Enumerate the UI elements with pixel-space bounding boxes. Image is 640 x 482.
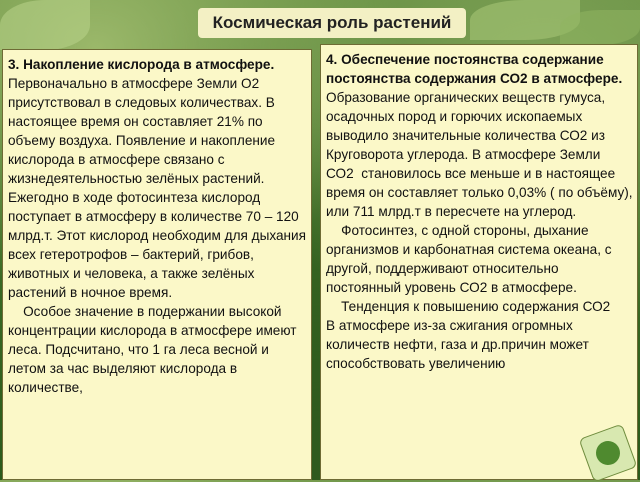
slide-title-box (198, 8, 466, 38)
left-panel (2, 49, 312, 480)
left-panel-paragraph: Первоначально в атмосфере Земли О2 присутствовал в следовых количествах. В настоящее время он составляет 21% по объему воздуха. Появление и накопление кислорода в атмосфере связано с жизнедеятельностью зелёных растений. (8, 76, 276, 186)
right-panel (320, 44, 638, 480)
logo-circle-icon (593, 438, 624, 469)
right-panel-heading: 4. Обеспечение постоянства содержание постоянства содержания СО2 в атмосфере. (326, 52, 623, 86)
right-panel-paragraph: Образование органических веществ гумуса, осадочных пород и горючих ископаемых выводило значительные количества СО2 из Круговорота углерода. В атмосфере Земли СО2 становилось все меньше и в настоящее время он составляет только 0,03% ( по объёму), или 711 млрд.т в пересчете на углерод. (326, 90, 633, 219)
left-panel-paragraph: Ежегодно в ходе фотосинтеза кислород поступает в атмосферу в количестве 70 – 120 млрд.т. Этот кислород необходим для дыхания всех гетеротрофов – бактерий, грибов, животных и человека, а также зелёных растений в ночное время. (8, 190, 310, 300)
left-panel-heading: 3. Накопление кислорода в атмосфере. (8, 57, 275, 72)
right-panel-paragraph: Тенденция к повышению содержания СО2 В атмосфере из-за сжигания огромных количеств нефти, газа и др.причин может способствовать увеличению (326, 299, 611, 371)
left-panel-paragraph: Особое значение в подержании высокой концентрации кислорода в атмосфере имеют леса. Подсчитано, что 1 га леса весной и летом за час выделяют кислорода в количестве, (8, 304, 301, 395)
background-leaf (560, 10, 640, 45)
background-leaf (0, 0, 90, 50)
slide-title: Космическая роль растений (212, 13, 452, 32)
right-panel-paragraph: Фотосинтез, с одной стороны, дыхание организмов и карбонатная система океана, с другой, поддерживают относительно постоянный уровень СО2 в атмосфере. (326, 223, 616, 295)
